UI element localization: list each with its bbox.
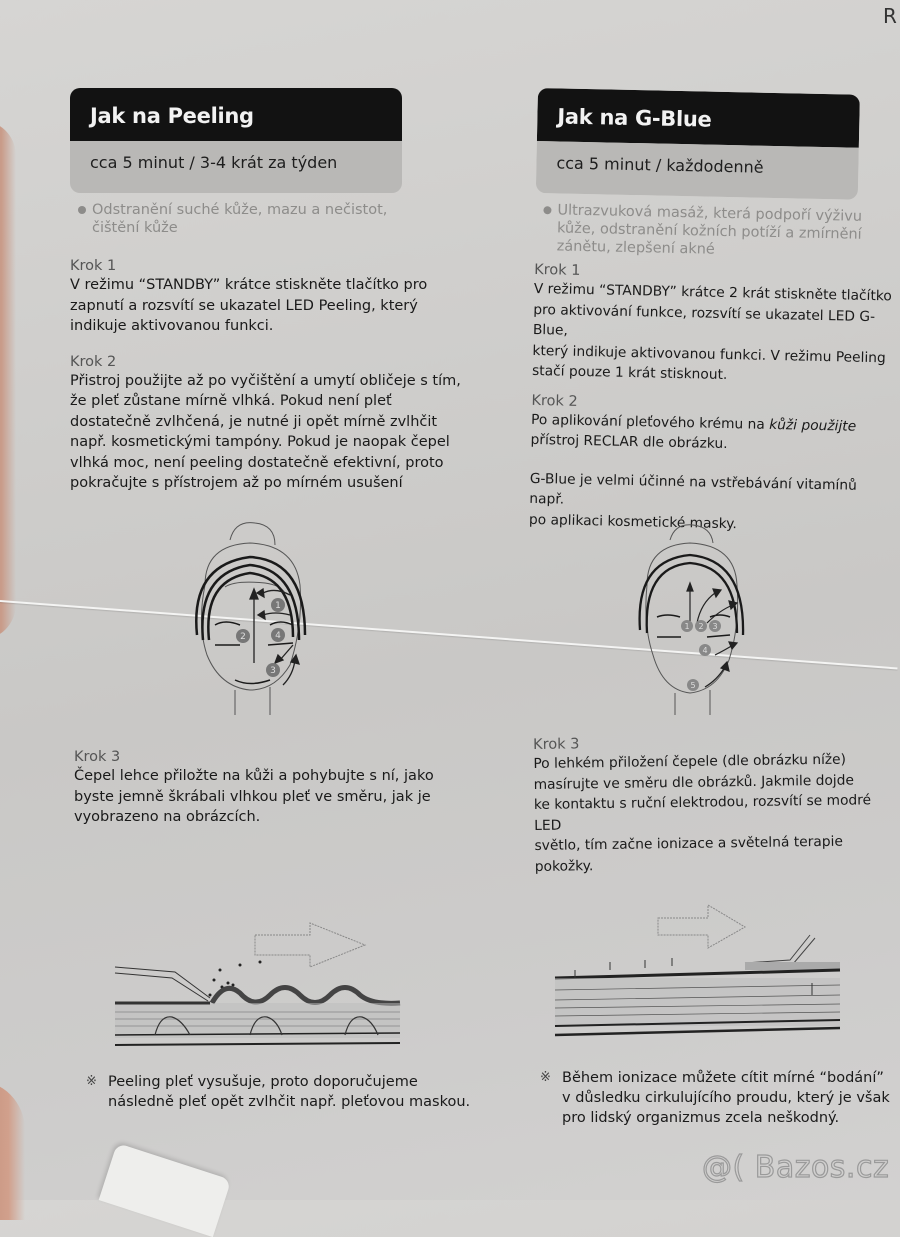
step-label: Krok 3: [74, 749, 121, 765]
gblue-benefit: Ultrazvuková masáž, která podpoří výživu kůže, odstranění kožních potíží a zmírnění zánětu, zlepšení akné: [535, 201, 878, 262]
gblue-face-diagram: [625, 515, 755, 715]
gblue-step-3: [533, 731, 895, 877]
gblue-step-1: [532, 261, 894, 389]
gblue-skin-diagram: [550, 900, 850, 1040]
peeling-benefit: Odstranění suché kůže, mazu a nečistot, čištění kůže: [70, 201, 412, 237]
step-label: Krok 2: [531, 392, 578, 410]
reference-mark-icon: ※: [540, 1070, 551, 1085]
paper-fold-crease: [0, 600, 898, 669]
peeling-step-2: [70, 353, 490, 494]
gblue-section: [529, 88, 898, 537]
svg-text:1: 1: [275, 601, 281, 611]
svg-text:4: 4: [702, 646, 708, 655]
step-text: V režimu “STANDBY” krátce 2 krát stiskněte tlačítko pro aktivování funkce, rozsvítí se ukazatel LED G-Blue, který indikuje aktivovanou funkci. V režimu Peeling stačí pouze 1 krát stisknout.: [531, 280, 892, 384]
step-text: Po lehkém přiložení čepele (dle obrázku níže) masírujte ve směru dle obrázků. Jakmile dojde ke kontaktu s ruční elektrodou, rozsvítí se modré LED světlo, tím začne ionizace a světelná terapie pokožky.: [533, 751, 872, 875]
step-text: Čepel lehce přiložte na kůži a pohybujte s ní, jako byste jemně škrábali vlhkou pleť ve směru, jak je vyobrazeno na obrázcích.: [74, 768, 434, 825]
gblue-subtitle: cca 5 minut / každodenně: [536, 141, 859, 200]
svg-text:3: 3: [712, 622, 718, 631]
paper-corner: [99, 1143, 232, 1237]
step-text: Přistroj použijte až po vyčištění a umytí obličeje s tím, že pleť zůstane mírně vlhká. Pokud není pleť dostatečně zvlhčená, je nutné ji opět mírně zvlhčit např. kosmetickými tampóny. Pokud je naopak čepel vlhká moc, není peeling dostatečně efektivní, proto pokračujte s přístrojem až po mírném usušení: [70, 372, 461, 491]
peeling-title: Jak na Peeling: [70, 88, 402, 141]
peeling-note: ※ Peeling pleť vysušuje, proto doporučujeme následně pleť opět zvlhčit např. pleťovou maskou.: [86, 1074, 471, 1110]
step-label: Krok 3: [533, 736, 580, 753]
peeling-face-diagram: [175, 515, 325, 715]
peeling-header: [70, 88, 402, 193]
peeling-step-1: [70, 257, 490, 337]
svg-text:5: 5: [690, 681, 696, 690]
step-text: Po aplikování pleťového krému na kůži použijte přístroj RECLAR dle obrázku. G-Blue je velmi účinné na vstřebávání vitamínů např. po aplikaci kosmetické masky.: [528, 411, 858, 532]
bazos-watermark: @( Bazos.cz: [702, 1150, 890, 1185]
corner-letter: R: [883, 4, 897, 28]
finger-left-top: [0, 120, 16, 640]
step-label: Krok 1: [70, 258, 117, 274]
peeling-skin-diagram: [110, 915, 410, 1055]
svg-text:4: 4: [275, 631, 281, 641]
reference-mark-icon: ※: [86, 1074, 97, 1089]
gblue-title: Jak na G-Blue: [537, 88, 860, 148]
bullet-dot-icon: [78, 206, 86, 214]
peeling-subtitle: cca 5 minut / 3-4 krát za týden: [70, 141, 402, 193]
step-text: V režimu “STANDBY” krátce stiskněte tlačítko pro zapnutí a rozsvítí se ukazatel LED Peeling, který indikuje aktivovanou funkci.: [70, 277, 428, 334]
step-label: Krok 1: [534, 261, 581, 279]
svg-text:3: 3: [270, 666, 276, 676]
svg-text:1: 1: [684, 622, 690, 631]
step-label: Krok 2: [70, 353, 117, 370]
finger-left-bottom: [0, 1080, 25, 1220]
bullet-dot-icon: [543, 206, 551, 214]
peeling-section: [70, 88, 490, 494]
svg-text:2: 2: [698, 622, 704, 631]
peeling-step-3: [74, 748, 474, 828]
gblue-note: ※ Během ionizace můžete cítit mírné “bodání” v důsledku cirkulujícího proudu, který je však pro lidský organizmus zcela neškodný.: [540, 1070, 890, 1126]
gblue-header: [536, 88, 860, 200]
svg-text:2: 2: [240, 632, 246, 642]
